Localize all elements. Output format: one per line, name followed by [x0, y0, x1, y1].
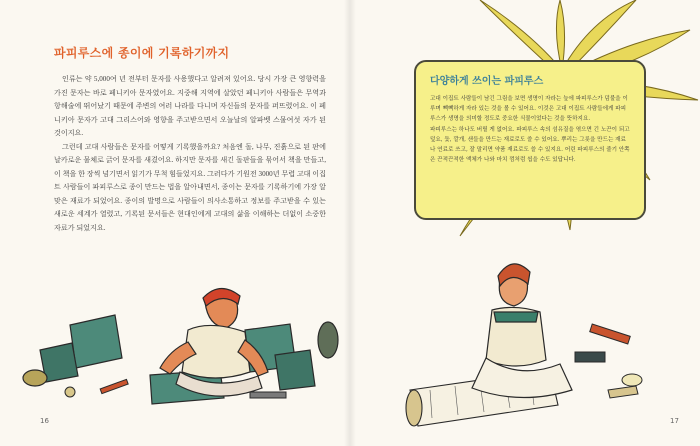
page-gutter: [344, 0, 356, 446]
page-number-right: 17: [670, 417, 679, 425]
info-paragraph: 고대 이집트 사람들이 남긴 그림을 보면 생명이 자라는 늪에 파피루스가 덤불을 이루며 빽빽하게 자라 있는 것을 볼 수 있어요. 이것은 고대 이집트 사람들에게 파피루스가 생명을 의미할 정도로 중요한 식물이었다는 것을 뜻하지요.: [430, 96, 628, 123]
info-box-title: 다양하게 쓰이는 파피루스: [430, 76, 544, 87]
stone-carver-illustration: [10, 280, 340, 420]
page-number-left: 16: [40, 417, 49, 425]
papyrus-stalks: [575, 324, 642, 398]
info-box: [414, 60, 646, 220]
seated-figure: [472, 264, 572, 398]
info-paragraph: 파피루스는 하나도 버릴 게 없어요. 파피루스 속의 섬유질을 엮으면 긴 노끈이 되고 덮요, 돛, 깔개, 샌들을 만드는 재료로도 쓸 수 있어요. 뿌리는 그릇을 만드는 재료나 연료로 쓰고, 잘 말리면 약품 재료로도 쓸 수 있지요. 어린 파피루스의 줄기 안쪽은 끈적끈적한 액체가 나와 마치 껌처럼 씹을 수도 있답니다.: [430, 126, 630, 164]
body-paragraph: 인류는 약 5,000여 년 전부터 문자를 사용했다고 알려져 있어요. 당시 가장 큰 영향력을 가진 문자는 바로 페니키아 문자였어요. 지중해 지역에 살았던 페니키아 사람들은 무역과 항해술에 뛰어났기 때문에 주변의 여러 나라를 다니며 자신들의 문자를 퍼뜨렸어요. 이 페니키아 문자가 고대 그리스어와 영향을 주고받으면서 오늘날의 알파벳 스물여섯 자가 된 것이지요.: [54, 75, 326, 137]
papyrus-maker-illustration: [400, 240, 660, 440]
section-title: 파피루스에 종이에 기록하기까지: [54, 46, 230, 60]
body-text: [54, 73, 326, 235]
info-box-text: [430, 94, 630, 165]
body-paragraph: 그런데 고대 사람들은 문자를 어떻게 기록했을까요? 처음엔 돌, 나무, 진흙으로 된 판에 날카로운 물체로 긁어 문자를 새겼어요. 하지만 문자를 새긴 돌판들을 묶어서 책을 만들고, 이 책을 한 장씩 넘기면서 읽기가 무척 힘들었지요. 그러다가 기원전 3000년 무렵 고대 이집트 사람들이 파피루스로 종이 만드는 법을 알아내면서, 종이는 문자를 기록하기에 가장 알맞은 재료가 되었어요. 종이의 발명으로 사람들이 의사소통하고 정보를 주고받을 수 있는 새로운 세계가 열렸고, 기록된 문서들은 현대인에게 고대의 삶을 이해하는 더없이 소중한 자료가 되었지요.: [54, 142, 326, 232]
